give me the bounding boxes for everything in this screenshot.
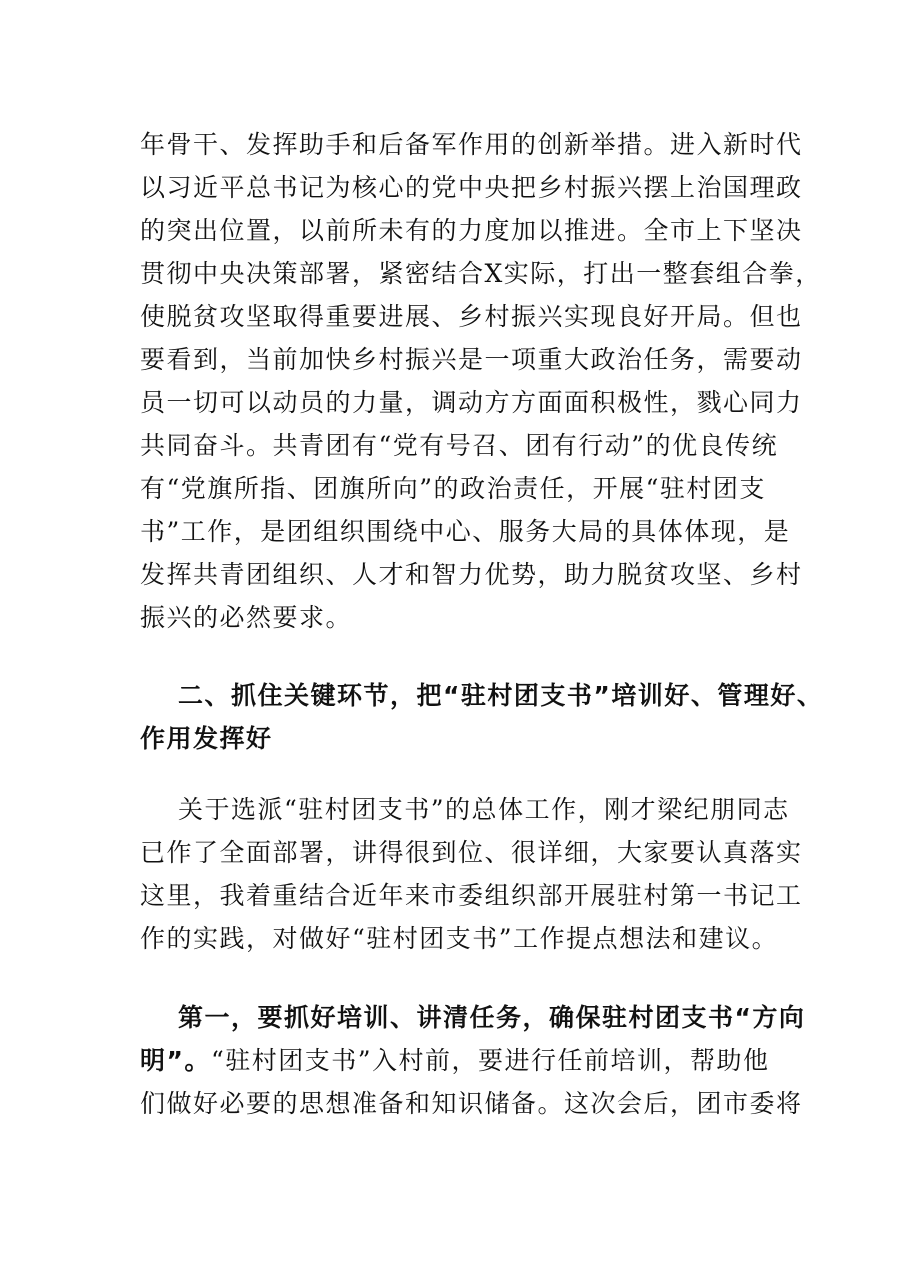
paragraph-text: “驻村团支书”入村前，要进行任前培训，帮助他 [210,1046,770,1075]
paragraph-line: 书”工作，是团组织围绕中心、服务大局的具体体现，是 [140,517,791,546]
paragraph-line: 有“党旗所指、团旗所向”的政治责任，开展“驻村团支 [140,474,766,503]
paragraph-line: 共同奋斗。共青团有“党有号召、团有行动”的优良传统 [140,431,779,460]
bold-lead-end: 明”。 [140,1046,211,1075]
paragraph-line: 员一切可以动员的力量，调动方方面面积极性，戮心同力 [140,388,803,417]
section-heading: 二、抓住关键环节，把“驻村团支书”培训好、管理好、 [178,681,824,710]
section-heading-continued: 作用发挥好 [140,724,273,753]
paragraph-line: 已作了全面部署，讲得很到位、很详细，大家要认真落实 [140,838,803,867]
paragraph-line: 这里，我着重结合近年来市委组织部开展驻村第一书记工 [140,881,803,910]
paragraph-line: 贯彻中央决策部署，紧密结合X实际，打出一整套组合拳， [140,259,822,288]
bold-lead-line: 第一，要抓好培训、讲清任务，确保驻村团支书“方向 [178,1003,806,1032]
paragraph-line: 关于选派“驻村团支书”的总体工作，刚才梁纪朋同志 [178,795,790,824]
paragraph-line: 以习近平总书记为核心的党中央把乡村振兴摆上治国理政 [140,173,803,202]
paragraph-line: 发挥共青团组织、人才和智力优势，助力脱贫攻坚、乡村 [140,560,803,589]
paragraph-line-mixed [140,1043,770,1079]
paragraph-line: 的突出位置，以前所未有的力度加以推进。全市上下坚决 [140,216,803,245]
paragraph-line: 作的实践，对做好“驻村团支书”工作提点想法和建议。 [140,924,779,953]
paragraph-line: 振兴的必然要求。 [140,603,353,632]
paragraph-line: 年骨干、发挥助手和后备军作用的创新举措。进入新时代 [140,130,803,159]
paragraph-line: 们做好必要的思想准备和知识储备。这次会后，团市委将 [140,1089,803,1118]
paragraph-line: 要看到，当前加快乡村振兴是一项重大政治任务，需要动 [140,345,803,374]
paragraph-line: 使脱贫攻坚取得重要进展、乡村振兴实现良好开局。但也 [140,302,803,331]
